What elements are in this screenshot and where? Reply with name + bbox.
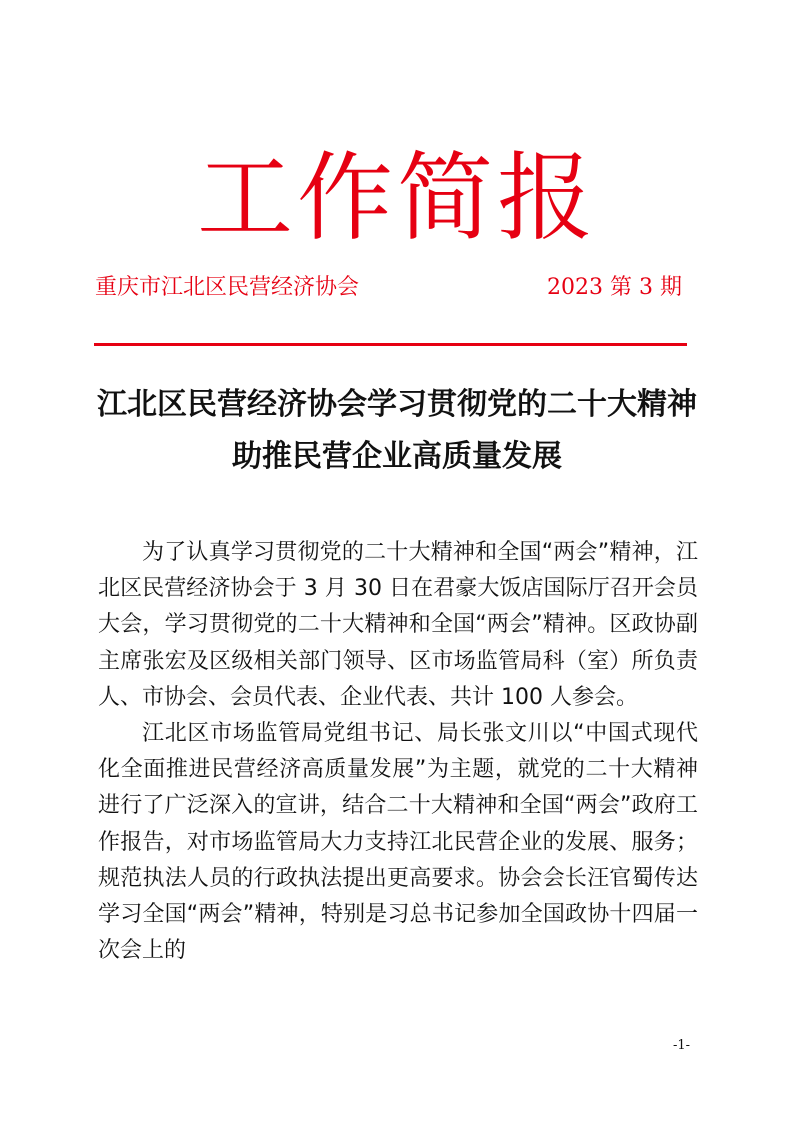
page-number: -1- bbox=[673, 1038, 691, 1053]
article-title-line-2: 助推民营企业高质量发展 bbox=[232, 439, 562, 474]
masthead-title: 工作简报 bbox=[197, 142, 597, 254]
issue-number: 2023 第 3 期 bbox=[547, 275, 682, 300]
paragraph-1: 为了认真学习贯彻党的二十大精神和全国“两会”精神，江北区民营经济协会于 3 月 30 日在君豪大饭店国际厅召开会员大会，学习贯彻党的二十大精神和全国“两会”精神。区政协副主席张宏及区级相关部门领导、区市场监管局科（室）所负责人、市协会、会员代表、企业代表、共计 100 人参会。 bbox=[98, 540, 699, 710]
paragraph-2: 江北区市场监管局党组书记、局长张文川以“中国式现代化全面推进民营经济高质量发展”为主题，就党的二十大精神进行了广泛深入的宣讲，结合二十大精神和全国“两会”政府工作报告，对市场监管局大力支持江北民营企业的发展、服务；规范执法人员的行政执法提出更高要求。协会会长汪官蜀传达学习全国“两会”精神，特别是习总书记参加全国政协十四届一次会上的 bbox=[98, 721, 699, 964]
organization-name: 重庆市江北区民营经济协会 bbox=[95, 275, 360, 300]
article-body bbox=[98, 535, 698, 969]
article-title-line-1: 江北区民营经济协会学习贯彻党的二十大精神 bbox=[97, 387, 697, 422]
masthead-divider bbox=[94, 343, 687, 346]
